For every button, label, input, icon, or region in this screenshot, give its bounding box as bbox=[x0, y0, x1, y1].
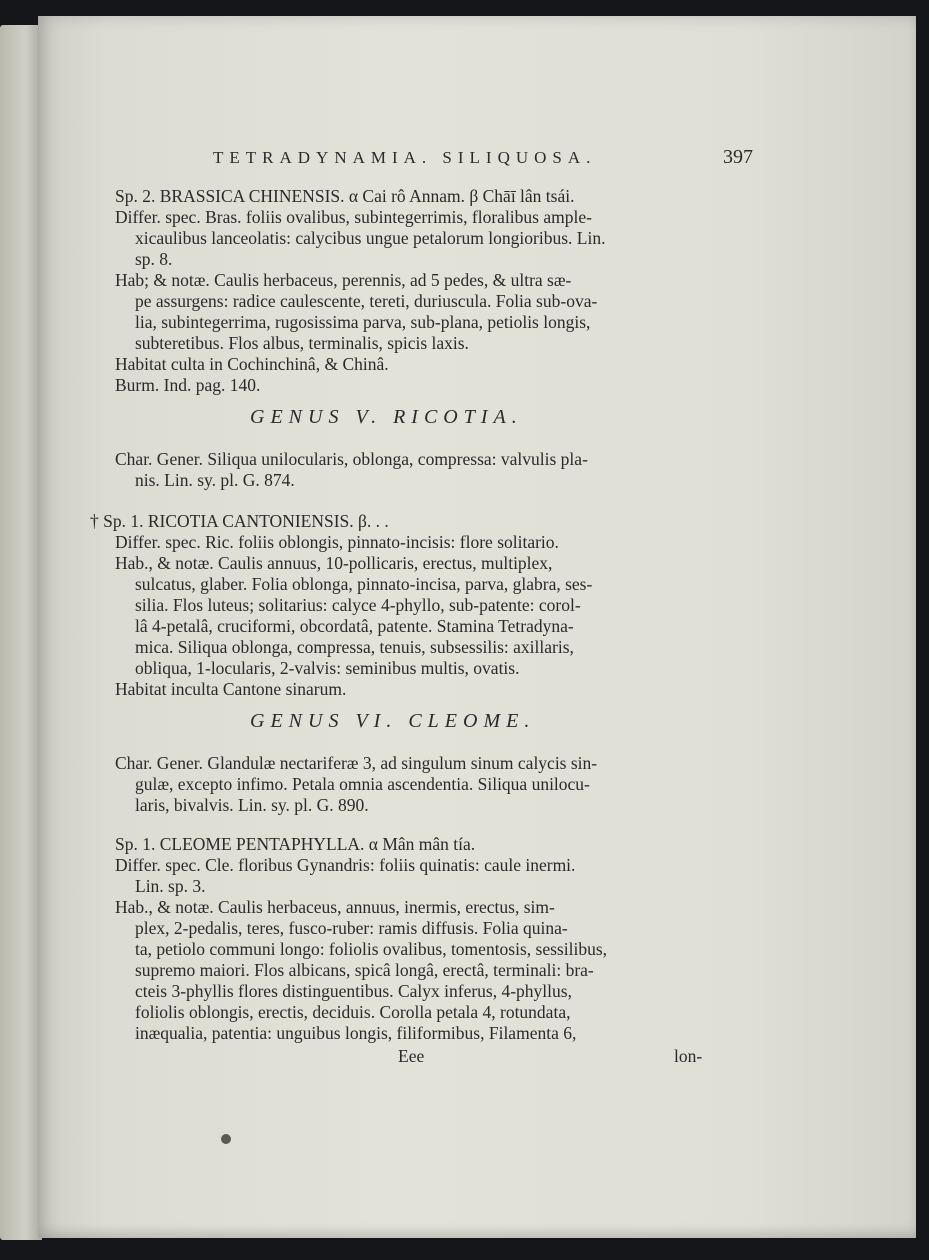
text-line: subteretibus. Flos albus, terminalis, spicis laxis. bbox=[135, 333, 469, 353]
text-line: Habitat inculta Cantone sinarum. bbox=[115, 679, 347, 699]
text-line: obliqua, 1-locularis, 2-valvis: seminibus multis, ovatis. bbox=[135, 658, 520, 678]
text-line: mica. Siliqua oblonga, compressa, tenuis, subsessilis: axillaris, bbox=[135, 637, 574, 657]
text-line: sp. 8. bbox=[135, 249, 173, 269]
text-line: xicaulibus lanceolatis: calycibus ungue petalorum longioribus. Lin. bbox=[135, 228, 606, 248]
signature-mark: Eee bbox=[398, 1046, 425, 1066]
text-line: Hab., & notæ. Caulis herbaceus, annuus, inermis, erectus, sim- bbox=[115, 897, 555, 917]
text-line: Burm. Ind. pag. 140. bbox=[115, 375, 261, 395]
text-line: Differ. spec. Ric. foliis oblongis, pinnato-incisis: flore solitario. bbox=[115, 532, 559, 552]
species-line: † Sp. 1. RICOTIA CANTONIENSIS. β. . . bbox=[90, 511, 389, 531]
text-line: Hab., & notæ. Caulis annuus, 10-pollicaris, erectus, multiplex, bbox=[115, 553, 553, 573]
text-line: Char. Gener. Siliqua unilocularis, oblonga, compressa: valvulis pla- bbox=[115, 449, 588, 469]
facing-page-edge bbox=[0, 25, 42, 1240]
text-line: Char. Gener. Glandulæ nectariferæ 3, ad singulum sinum calycis sin- bbox=[115, 753, 598, 773]
book-page bbox=[38, 16, 916, 1238]
species-line: Sp. 1. CLEOME PENTAPHYLLA. α Mân mân tía. bbox=[115, 834, 476, 854]
text-line: pe assurgens: radice caulescente, tereti, duriuscula. Folia sub-ova- bbox=[135, 291, 598, 311]
text-line: nis. Lin. sy. pl. G. 874. bbox=[135, 470, 295, 490]
text-line: sulcatus, glaber. Folia oblonga, pinnato-incisa, parva, glabra, ses- bbox=[135, 574, 593, 594]
catchword: lon- bbox=[674, 1046, 703, 1066]
genus-heading: GENUS VI. CLEOME. bbox=[250, 710, 536, 732]
running-header bbox=[213, 148, 753, 168]
text-line: silia. Flos luteus; solitarius: calyce 4-phyllo, sub-patente: corol- bbox=[135, 595, 581, 615]
text-line: supremo maiori. Flos albicans, spicâ longâ, erectâ, terminali: bra- bbox=[135, 960, 594, 980]
page-number: 397 bbox=[723, 146, 753, 168]
ink-spot bbox=[221, 1134, 231, 1144]
text-line: inæqualia, patentia: unguibus longis, filiformibus, Filamenta 6, bbox=[135, 1023, 577, 1043]
text-line: lâ 4-petalâ, cruciformi, obcordatâ, patente. Stamina Tetradyna- bbox=[135, 616, 574, 636]
text-line: Habitat culta in Cochinchinâ, & Chinâ. bbox=[115, 354, 389, 374]
text-line: lia, subintegerrima, rugosissima parva, sub-plana, petiolis longis, bbox=[135, 312, 591, 332]
text-line: Differ. spec. Cle. floribus Gynandris: foliis quinatis: caule inermi. bbox=[115, 855, 576, 875]
genus-heading: GENUS V. RICOTIA. bbox=[250, 406, 523, 428]
header-title: TETRADYNAMIA. SILIQUOSA. bbox=[213, 148, 597, 167]
text-line: plex, 2-pedalis, teres, fusco-ruber: ramis diffusis. Folia quina- bbox=[135, 918, 568, 938]
text-line: Lin. sp. 3. bbox=[135, 876, 206, 896]
text-line: cteis 3-phyllis flores distinguentibus. Calyx inferus, 4-phyllus, bbox=[135, 981, 572, 1001]
text-line: laris, bivalvis. Lin. sy. pl. G. 890. bbox=[135, 795, 369, 815]
text-line: ta, petiolo communi longo: foliolis ovalibus, tomentosis, sessilibus, bbox=[135, 939, 608, 959]
text-line: Differ. spec. Bras. foliis ovalibus, subintegerrimis, floralibus ample- bbox=[115, 207, 592, 227]
text-line: gulæ, excepto infimo. Petala omnia ascendentia. Siliqua unilocu- bbox=[135, 774, 590, 794]
text-line: Hab; & notæ. Caulis herbaceus, perennis, ad 5 pedes, & ultra sæ- bbox=[115, 270, 572, 290]
text-line: Sp. 2. BRASSICA CHINENSIS. α Cai rô Annam. β Chāī lân tsái. bbox=[115, 186, 575, 206]
text-line: foliolis oblongis, erectis, deciduis. Corolla petala 4, rotundata, bbox=[135, 1002, 571, 1022]
